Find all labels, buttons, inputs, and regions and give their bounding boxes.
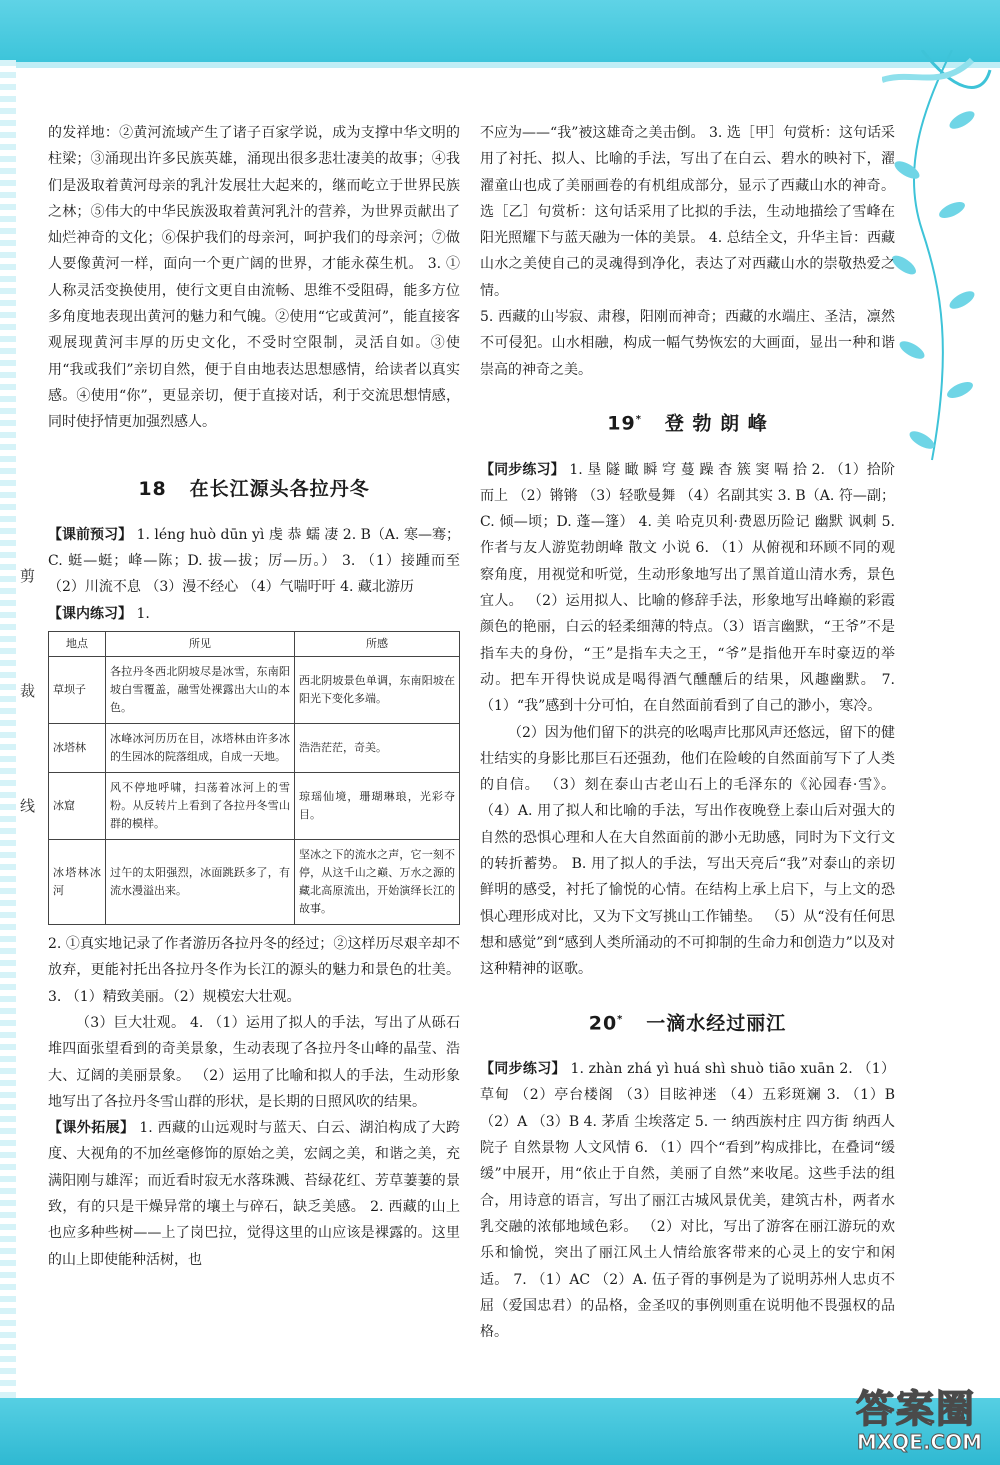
right-intro-2: 5. 西藏的山岑寂、肃穆，阳刚而神奇；西藏的水端庄、圣洁，凛然不可侵犯。山水相融，构成一幅气势恢宏的大画面，显出一种和谐崇高的神奇之美。 [480,309,895,378]
cut-mark-3: 线 [20,797,36,815]
top-stripe [0,62,1000,68]
table-row [49,657,460,724]
observation-table [48,631,460,925]
right-column [480,120,895,1345]
practice-tag: 【同步练习】 [480,1061,566,1078]
watermark-line-2: MXQE.COM [856,1430,982,1454]
vine-decoration [882,50,992,470]
left-column [48,120,460,1273]
lesson-number: 19 [607,412,636,435]
practice-text: 1. zhàn zhá yì huá shì shuò tiāo xuān 2. （1）草甸 （2）亭台楼阁 （3）目眩神迷 （4）五彩斑斓 3. （1）B （2）A （3）B 4. 茅盾 尘埃落定 5. 一 纳西族村庄 四方街 纳西人院子 自然景物 人文风情 6. （1）四个“看到”构成排比，在叠词“缓缓”中展开，用“依止于自然，美丽了自然”来收尾。这些手法的组合，用诗意的语言，写出了丽江古城风景优美，建筑古朴，两者水乳交融的浓郁地域色彩。 （2）对比，写出了游客在丽江游玩的欢乐和愉悦，突出了丽江风土人情给旅客带来的心灵上的安宁和闲适。 7. （1）AC （2）A. 伍子胥的事例是为了说明苏州人忠贞不屈（爱国忠君）的品格，金圣叹的事例则重在说明他不畏强权的品格。 [480,1061,895,1341]
preview-section [48,522,460,601]
table-header: 所见 [106,632,295,657]
left-margin-strip [0,60,16,1400]
table-cell: 风不停地呼啸，扫荡着冰河上的雪粉。从反转片上看到了各拉丹冬雪山群的模样。 [106,773,295,840]
lesson-20-title [480,1007,895,1037]
after-table-text-2: （3）巨大壮观。 4. （1）运用了拟人的手法，写出了从砾石堆四面张望看到的奇美景象，生动表现了各拉丹冬山峰的晶莹、浩大、辽阔的美丽景象。 （2）运用了比喻和拟人的手法，生动形象地写出了各拉丹冬雪山群的形状，是长期的日照风吹的结果。 [48,1014,460,1110]
extension-tag: 【课外拓展】 [48,1120,135,1137]
watermark-line-1: 答案圈 [855,1387,976,1431]
table-cell: 草坝子 [49,657,106,724]
lesson-18-title [48,476,460,502]
preview-tag: 【课前预习】 [48,526,133,543]
right-intro: 不应为——“我”被这雄奇之美击倒。 3. 选［甲］句赏析：这句话采用了衬托、拟人、比喻的手法，写出了在白云、碧水的映衬下，濯濯童山也成了美丽画卷的有机组成部分，显示了西藏山水的神奇。选［乙］句赏析：这句话采用了比拟的手法，生动地描绘了雪峰在阳光照耀下与蓝天融为一体的美景。 4. 总结全文，升华主旨：西藏山水之美使自己的灵魂得到净化，表达了对西藏山水的崇敬热爱之情。 [480,125,895,299]
lesson-number: 20 [588,1011,618,1034]
table-cell: 坚冰之下的流水之声，它一刻不停，从这千山之巅、万水之源的藏北高原流出，开始演绎长江的故事。 [295,840,460,925]
lesson-20-practice [480,1056,895,1345]
table-row [49,840,460,925]
table-cell: 冰窟 [49,773,106,840]
table-cell: 冰峰冰河历历在目，冰塔林由许多冰的生园冰的院落组成，自成一天地。 [106,724,295,773]
table-cell: 西北阴坡景色单调，东南阳坡在阳光下变化多端。 [295,657,460,724]
table-row [49,724,460,773]
star-mark: * [617,1013,624,1025]
practice-text: 1. 垦 隧 瞰 瞬 穹 蔓 躁 杳 簇 窦 嗝 拾 2. （1）拾阶而上 （2）锵锵 （3）轻歌曼舞 （4）名副其实 3. B（A. 符—副；C. 倾—顷；D. 蓬—篷） 4. 美 哈克贝利·费恩历险记 幽默 讽刺 5. 作者与友人游览勃朗峰 散文 小说 6. （1）从俯视和环顾不同的观察角度，用视觉和听觉，生动形象地写出了黑首道山清水秀，景色宜人。 （2）运用拟人、比喻的修辞手法，形象地写出峰巅的彩霞颜色的艳丽，白云的轻柔细薄的特点。（3）语言幽默，“王爷”不是指车夫的身份，“王”是指车夫之王，“爷”是指他开车时豪迈的举动。把车开得快说成是喝得酒气醺醺后的结果，风趣幽默。 7. （1）“我”感到十分可怕，在自然面前看到了自己的渺小，寒冷。 [480,461,895,715]
lesson-19-practice [480,457,895,720]
table-cell: 过午的太阳强烈，冰面跳跃多了，有流水漫溢出来。 [106,840,295,925]
lesson-19-title [480,407,895,437]
lesson-title: 一滴水经过丽江 [646,1011,787,1034]
practice-tag: 【同步练习】 [480,461,565,478]
table-cell: 浩浩茫茫，奇美。 [295,724,460,773]
extension-text: 1. 西藏的山远观时与蓝天、白云、湖泊构成了大跨度、大视角的不加丝毫修饰的原始之美，宏阔之美，和谐之美，充满阳刚与雄浑；而近看时寂无水落珠溅、苔绿花红、芳草萋萋的景致，有的只是干燥异常的壤土与碎石，缺乏美感。 2. 西藏的山上也应多种些树——上了岗巴拉，觉得这里的山应该是裸露的。这里的山上即使能种活树，也 [48,1120,460,1268]
inclass-tag: 【课内练习】 [48,605,132,622]
table-cell: 冰塔林冰河 [49,840,106,925]
table-cell: 琼瑶仙境，珊瑚琳琅，光彩夺目。 [295,773,460,840]
top-decorative-band [0,0,1000,62]
cut-mark-1: 剪 [20,567,36,585]
after-table-text: 2. ①真实地记录了作者游历各拉丹冬的经过；②这样历尽艰辛却不放弃，更能衬托出各拉丹冬作为长江的源头的魅力和景色的壮美。 3. （1）精致美丽。（2）规模宏大壮观。 [48,936,460,1005]
table-header-row [49,632,460,657]
table-row [49,773,460,840]
star-mark: * [635,413,642,425]
preview-text: 1. léng huò dūn yì 虔 恭 蠕 凄 2. B（A. 寒—骞；C. 蜓—蜓；峰—陈；D. 拔—拔；厉—历。） 3. （1）接踵而至 （2）川流不息 （3）漫不经心 （4）气喘吁吁 4. 藏北游历 [48,526,461,596]
lesson-19-practice-2: （2）因为他们留下的洪亮的吆喝声比那风声还悠远，留下的健壮结实的身影比那巨石还强劲，他们在险峻的自然面前写下了人类的自信。 （3）刻在泰山古老山石上的毛泽东的《沁园春·雪》。 （4）A. 用了拟人和比喻的手法，写出作夜晚登上泰山后对强大的自然的恐惧心理和人在大自然面前的渺小无助感，同时为下文行文的转折蓄势。 B. 用了拟人的手法，写出天亮后“我”对泰山的亲切鲜明的感受，衬托了愉悦的心情。在结构上承上启下，与上文的恐惧心理形成对比，又为下文写挑山工作铺垫。 （5）从“没有任何思想和感觉”到“感到人类所涌动的不可抑制的生命力和创造力”以及对这种精神的讴歌。 [480,724,895,978]
inclass-num: 1. [136,605,150,622]
table-header: 所感 [295,632,460,657]
lesson-title: 登 勃 朗 峰 [664,412,768,435]
lesson-number: 18 [138,477,167,500]
watermark-logo [832,1378,982,1460]
inclass-section [48,601,460,627]
intro-paragraph: 的发祥地：②黄河流域产生了诸子百家学说，成为支撑中华文明的柱梁；③涌现出许多民族英雄，涌现出很多悲壮凄美的故事；④我们是汲取着黄河母亲的乳汁发展壮大起来的，继而屹立于世界民族之林；⑤伟大的中华民族汲取着黄河乳汁的营养，为世界贡献出了灿烂神奇的文化；⑥保护我们的母亲河，呵护我们的母亲河；⑦做人要像黄河一样，面向一个更广阔的世界，才能永葆生机。 3. ①人称灵活变换使用，使行文更自由流畅、思维不受阻碍，能多方位多角度地表现出黄河的魅力和气魄。②使用“它或黄河”，能直接客观展现黄河丰厚的历史文化，不受时空限制，灵活自如。③使用“我或我们”亲切自然，便于自由地表达思想感情，给读者以真实感。④使用“你”，更显亲切，便于直接对话，利于交流思想情感，同时使抒情更加强烈感人。 [48,125,460,431]
table-cell: 各拉丹冬西北阴坡尽是冰雪，东南阳坡白雪覆盖，融雪处裸露出大山的本色。 [106,657,295,724]
extension-section [48,1115,460,1273]
cut-mark-2: 裁 [20,682,36,700]
table-header: 地点 [49,632,106,657]
lesson-title: 在长江源头各拉丹冬 [189,477,370,500]
table-cell: 冰塔林 [49,724,106,773]
